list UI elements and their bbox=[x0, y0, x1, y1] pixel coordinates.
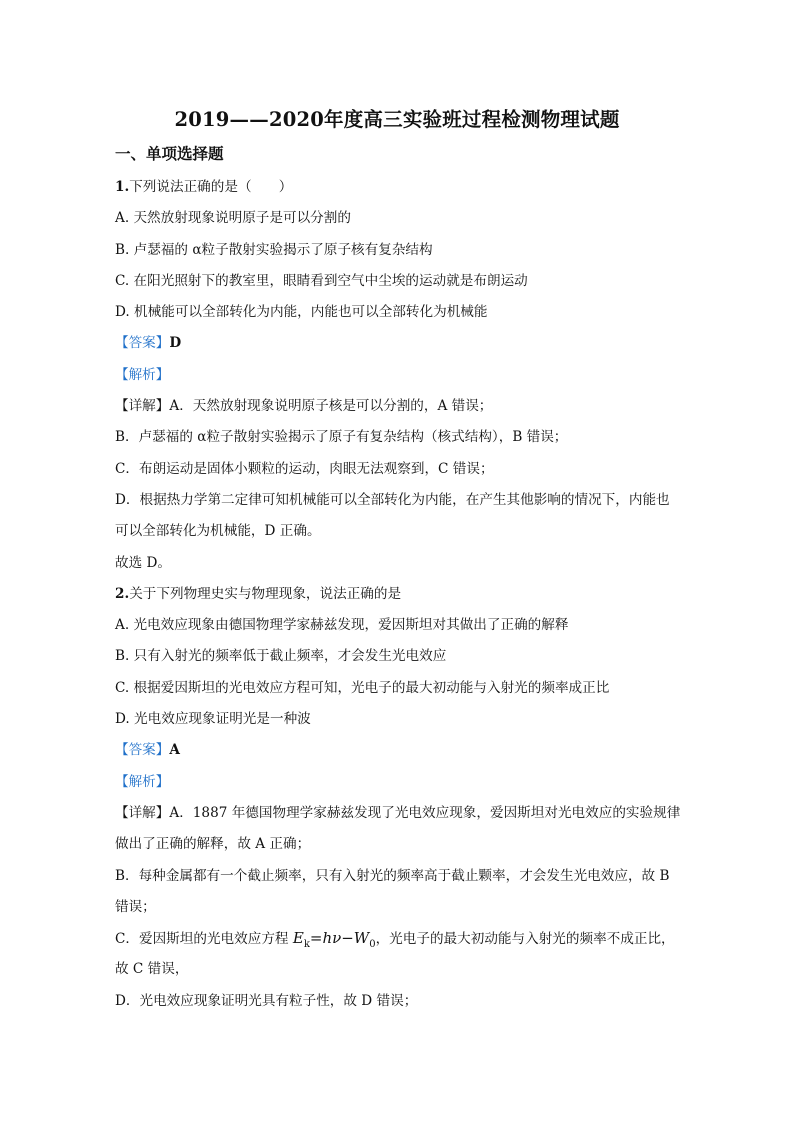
document-body bbox=[115, 172, 685, 1017]
q2-option-a: A. 光电效应现象由德国物理学家赫兹发现，爱因斯坦对其做出了正确的解释 bbox=[115, 617, 569, 634]
detail-text: A．天然放射现象说明原子核是可以分割的，A 错误； bbox=[169, 398, 493, 415]
q2-answer bbox=[115, 735, 685, 766]
answer-value: A bbox=[169, 742, 180, 759]
q1-detail-d: D．根据热力学第二定律可知机械能可以全部转化为内能，在产生其他影响的情况下，内能也 bbox=[115, 491, 670, 508]
document-title: 2019——2020年度高三实验班过程检测物理试题 bbox=[174, 108, 620, 131]
q1-detail-a bbox=[115, 391, 685, 422]
answer-value: D bbox=[169, 335, 182, 352]
q2-analysis-tag bbox=[115, 767, 685, 798]
equation-zero-subscript: 0 bbox=[369, 939, 376, 951]
q2-detail-d: D．光电效应现象证明光具有粒子性，故 D 错误； bbox=[115, 992, 418, 1009]
equation-energy: E bbox=[292, 929, 304, 948]
question-2-stem bbox=[115, 579, 685, 610]
q2-option-c: C. 根据爱因斯坦的光电效应方程可知，光电子的最大初动能与入射光的频率成正比 bbox=[115, 679, 610, 696]
question-text: 下列说法正确的是（ ） bbox=[129, 179, 293, 195]
q1-answer bbox=[115, 328, 685, 359]
q1-option-d: D. 机械能可以全部转化为内能，内能也可以全部转化为机械能 bbox=[115, 304, 488, 321]
answer-tag: 【答案】 bbox=[115, 335, 170, 352]
detail-tag: 【详解】 bbox=[115, 804, 170, 821]
q1-detail-b: B．卢瑟福的 α粒子散射实验揭示了原子有复杂结构（核式结构），B 错误； bbox=[115, 429, 568, 446]
q1-conclusion: 故选 D。 bbox=[115, 554, 172, 571]
q2-detail-b: B．每种金属都有一个截止频率，只有入射光的频率高于截止颗率，才会发生光电效应，故 B bbox=[115, 867, 670, 884]
q1-option-c: C. 在阳光照射下的教室里，眼睛看到空气中尘埃的运动就是布朗运动 bbox=[115, 272, 528, 289]
detail-text: C．爱因斯坦的光电效应方程 bbox=[115, 931, 289, 948]
analysis-tag: 【解析】 bbox=[115, 366, 170, 383]
section-heading: 一、单项选择题 bbox=[115, 144, 224, 163]
photoelectric-equation bbox=[292, 929, 376, 951]
q2-option-b: B. 只有入射光的频率低于截止频率，才会发生光电效应 bbox=[115, 648, 447, 665]
question-number: 1. bbox=[115, 179, 130, 195]
q2-detail-b-cont: 错误； bbox=[115, 898, 156, 915]
detail-tag: 【详解】 bbox=[115, 398, 170, 415]
q2-option-d: D. 光电效应现象证明光是一种波 bbox=[115, 711, 311, 728]
answer-tag: 【答案】 bbox=[115, 742, 170, 759]
q1-option-a: A. 天然放射现象说明原子是可以分割的 bbox=[115, 210, 351, 227]
question-text: 关于下列物理史实与物理现象，说法正确的是 bbox=[129, 585, 402, 602]
detail-text: ，光电子的最大初动能与入射光的频率不成正比， bbox=[375, 931, 675, 948]
q1-analysis-tag bbox=[115, 360, 685, 391]
q1-option-b: B. 卢瑟福的 α粒子散射实验揭示了原子核有复杂结构 bbox=[115, 241, 433, 258]
q2-detail-c bbox=[115, 923, 685, 954]
question-1-stem bbox=[115, 172, 685, 203]
detail-text: A．1887 年德国物理学家赫兹发现了光电效应现象，爱因斯坦对光电效应的实验规律 bbox=[169, 804, 681, 821]
q1-detail-c: C．布朗运动是固体小颗粒的运动，肉眼无法观察到，C 错误； bbox=[115, 460, 494, 477]
q2-detail-c-cont: 故 C 错误， bbox=[115, 961, 189, 978]
q2-detail-a bbox=[115, 798, 685, 829]
analysis-tag: 【解析】 bbox=[115, 773, 170, 790]
q2-detail-a-cont: 做出了正确的解释，故 A 正确； bbox=[115, 836, 311, 853]
q1-detail-d-cont: 可以全部转化为机械能，D 正确。 bbox=[115, 523, 321, 540]
equation-k-subscript: k bbox=[303, 939, 310, 951]
equation-body: =hν−W bbox=[309, 929, 370, 948]
question-number: 2. bbox=[115, 585, 130, 602]
